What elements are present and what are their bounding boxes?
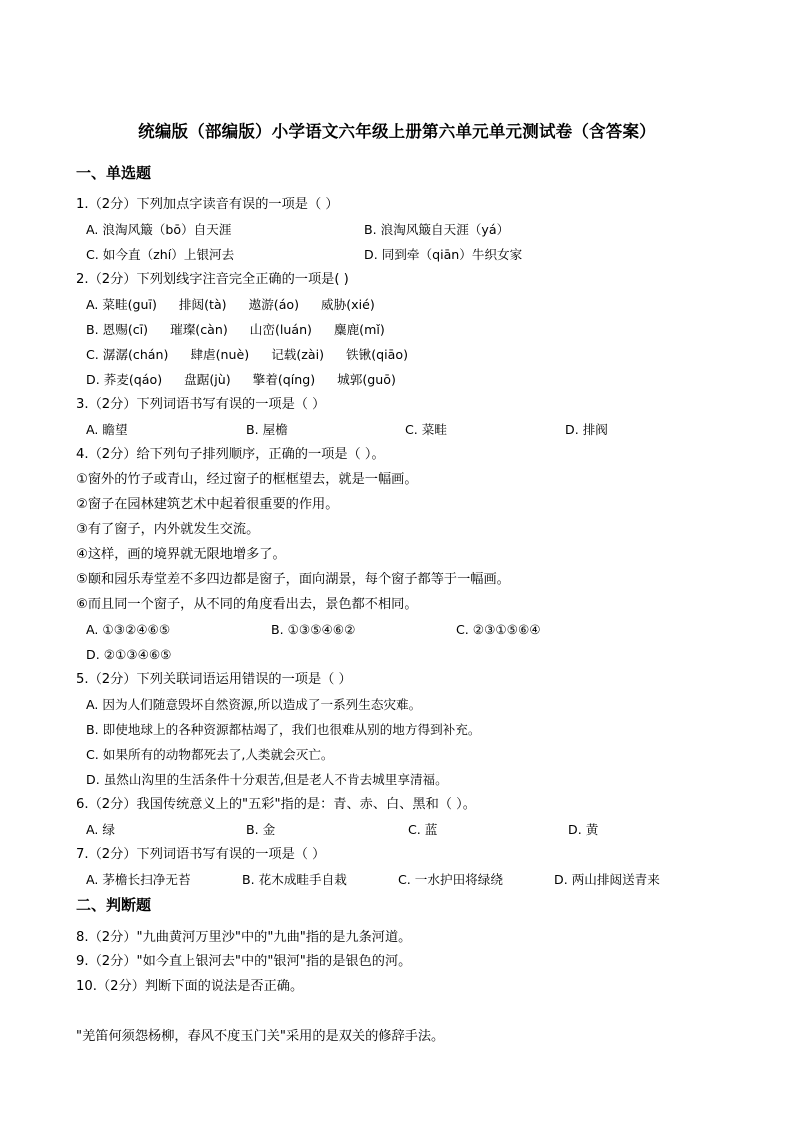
q2-a-word-1: A. 菜畦(guī)	[86, 297, 157, 312]
question-3-option-c: C. 菜畦	[405, 422, 447, 437]
q2-b-word-2: 璀璨(càn)	[170, 322, 228, 337]
question-6-option-c: C. 蓝	[408, 822, 438, 837]
question-5-option-c: C. 如果所有的动物都死去了,人类就会灭亡。	[86, 747, 334, 762]
question-7-option-d: D. 两山排闼送青来	[554, 872, 660, 887]
question-1-option-c: C. 如今直（zhí）上银河去	[86, 247, 235, 262]
question-2-option-d	[86, 371, 414, 389]
q2-d-word-3: 擎着(qíng)	[252, 372, 316, 387]
q2-d-word-4: 城郭(guō)	[337, 372, 396, 387]
question-6-option-d: D. 黄	[568, 822, 599, 837]
question-7-option-c: C. 一水护田将绿绕	[398, 872, 503, 887]
question-1-option-b: B. 浪淘风簸自天涯（yá）	[364, 222, 510, 237]
q2-c-word-3: 记载(zài)	[271, 347, 325, 362]
q2-c-word-4: 铁锹(qiāo)	[346, 347, 408, 362]
q2-a-word-4: 威胁(xié)	[321, 297, 375, 312]
q2-a-word-3: 遨游(áo)	[248, 297, 300, 312]
q2-b-word-1: B. 恩赐(cī)	[86, 322, 149, 337]
question-7-option-a: A. 茅檐长扫净无苔	[86, 872, 191, 887]
question-4-sentence-5: ⑤颐和园乐寿堂差不多四边都是窗子，面向湖景，每个窗子都等于一幅画。	[76, 572, 510, 587]
q2-c-word-1: C. 潺潺(chán)	[86, 347, 169, 362]
question-3-option-a: A. 瞻望	[86, 422, 128, 437]
question-2-stem: 2.（2分）下列划线字注音完全正确的一项是( )	[76, 272, 349, 287]
q2-b-word-4: 麋鹿(mǐ)	[333, 322, 385, 337]
question-2-option-b	[86, 321, 403, 339]
question-6-stem: 6.（2分）我国传统意义上的"五彩"指的是：青、赤、白、黑和（ ）。	[76, 797, 476, 812]
question-4-sentence-3: ③有了窗子，内外就发生交流。	[76, 522, 260, 537]
question-1-option-d: D. 同到牵（qiān）牛织女家	[364, 247, 523, 262]
question-3-option-b: B. 屋檐	[246, 422, 288, 437]
question-6-option-b: B. 金	[246, 822, 276, 837]
question-3-option-d: D. 排阀	[565, 422, 608, 437]
question-4-sentence-2: ②窗子在园林建筑艺术中起着很重要的作用。	[76, 497, 339, 512]
q2-d-word-2: 盘踞(jù)	[184, 372, 231, 387]
question-5-option-d: D. 虽然山沟里的生活条件十分艰苦,但是老人不肯去城里享清福。	[86, 772, 448, 787]
question-7-stem: 7.（2分）下列词语书写有误的一项是（ ）	[76, 847, 326, 862]
question-9-stem: 9.（2分）"如今直上银河去"中的"银河"指的是银色的河。	[76, 954, 412, 969]
question-4-sentence-1: ①窗外的竹子或青山，经过窗子的框框望去，就是一幅画。	[76, 472, 418, 487]
question-1-option-a: A. 浪淘风簸（bō）自天涯	[86, 222, 232, 237]
question-1-stem: 1.（2分）下列加点字读音有误的一项是（ ）	[76, 197, 339, 212]
question-4-option-d: D. ②①③④⑥⑤	[86, 647, 172, 662]
section-heading-true-false: 二、判断题	[76, 896, 152, 914]
question-2-option-c	[86, 346, 426, 364]
q2-d-word-1: D. 荞麦(qáo)	[86, 372, 163, 387]
question-8-stem: 8.（2分）"九曲黄河万里沙"中的"九曲"指的是九条河道。	[76, 930, 412, 945]
question-10-stem: 10.（2分）判断下面的说法是否正确。	[76, 979, 304, 994]
q2-a-word-2: 排闼(tà)	[178, 297, 227, 312]
question-10-statement: "羌笛何须怨杨柳，春风不度玉门关"采用的是双关的修辞手法。	[76, 1029, 445, 1044]
question-4-option-b: B. ①③⑤④⑥②	[271, 622, 356, 637]
question-6-option-a: A. 绿	[86, 822, 115, 837]
section-heading-single-choice: 一、单选题	[76, 164, 152, 182]
question-2-option-a	[86, 296, 393, 314]
question-4-option-c: C. ②③①⑤⑥④	[456, 622, 541, 637]
question-5-option-b: B. 即使地球上的各种资源都枯竭了，我们也很难从别的地方得到补充。	[86, 722, 481, 737]
question-4-stem: 4.（2分）给下列句子排列顺序，正确的一项是（ ）。	[76, 447, 385, 462]
q2-c-word-2: 肆虐(nuè)	[190, 347, 250, 362]
question-4-sentence-4: ④这样，画的境界就无限地增多了。	[76, 547, 286, 562]
q2-b-word-3: 山峦(luán)	[249, 322, 312, 337]
question-5-stem: 5.（2分）下列关联词语运用错误的一项是（ ）	[76, 672, 352, 687]
question-7-option-b: B. 花木成畦手自栽	[242, 872, 347, 887]
question-4-sentence-6: ⑥而且同一个窗子，从不同的角度看出去，景色都不相同。	[76, 597, 418, 612]
question-4-option-a: A. ①③②④⑥⑤	[86, 622, 171, 637]
page-title: 统编版（部编版）小学语文六年级上册第六单元单元测试卷（含答案）	[138, 122, 656, 141]
question-3-stem: 3.（2分）下列词语书写有误的一项是（ ）	[76, 397, 326, 412]
question-5-option-a: A. 因为人们随意毁坏自然资源,所以造成了一系列生态灾难。	[86, 697, 422, 712]
